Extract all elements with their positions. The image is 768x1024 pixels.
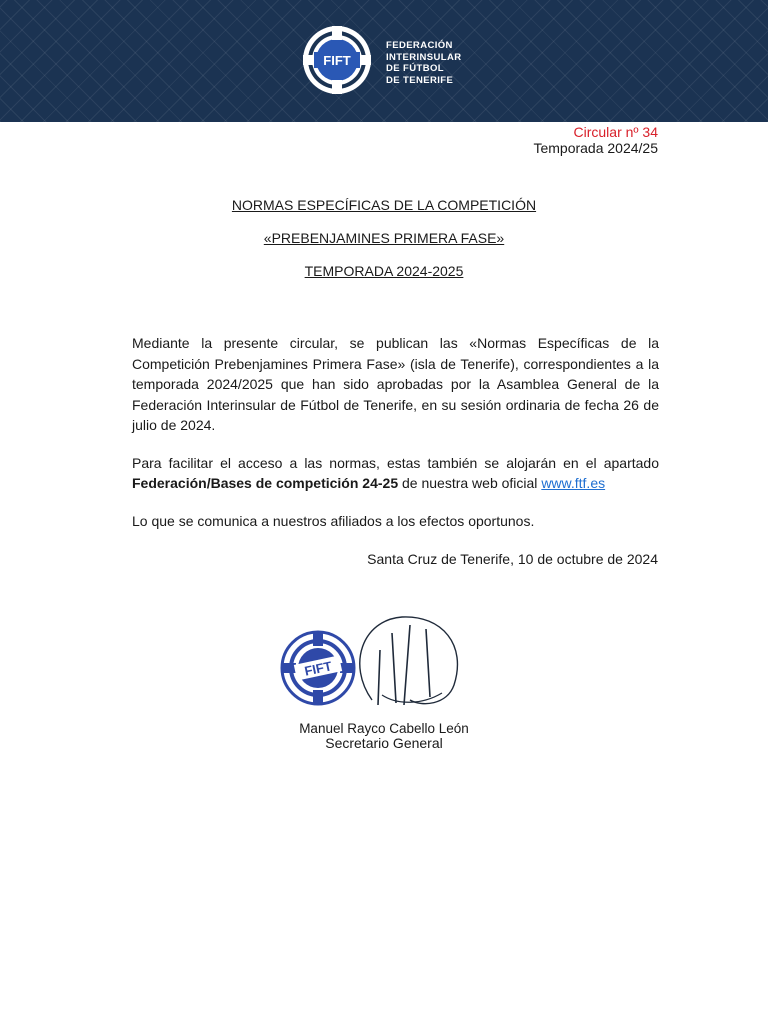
fift-logo — [301, 24, 373, 96]
org-name-line: DE FÚTBOL — [386, 63, 444, 74]
svg-text:FIFT: FIFT — [323, 53, 351, 68]
para2-text-after: de nuestra web oficial — [398, 475, 542, 491]
website-link[interactable]: www.ftf.es — [541, 475, 606, 491]
competition-bases-path: Federación/Bases de competición 24-25 — [132, 475, 399, 491]
para2-text-before: Para facilitar el acceso a las normas, estas también se alojarán en el apartado — [132, 454, 659, 471]
signatory — [0, 721, 768, 751]
signatory-role: Secretario General — [325, 735, 443, 751]
place-date: Santa Cruz de Tenerife, 10 de octubre de 2024 — [367, 551, 658, 567]
org-name-line: FEDERACIÓN — [386, 40, 453, 51]
circular-number: Circular nº 34 — [573, 124, 658, 140]
organization-name — [386, 40, 526, 86]
svg-text:FIFT: FIFT — [303, 658, 334, 679]
org-name-line: DE TENERIFE — [386, 74, 454, 86]
title-line-3: TEMPORADA 2024-2025 — [304, 263, 464, 279]
document-title — [0, 197, 768, 296]
body-paragraph-2 — [132, 453, 659, 494]
title-line-2: «PREBENJAMINES PRIMERA FASE» — [263, 230, 505, 246]
body-paragraph-3: Lo que se comunica a nuestros afiliados a los efectos oportunos. — [132, 512, 535, 529]
title-line-1: NORMAS ESPECÍFICAS DE LA COMPETICIÓN — [231, 197, 537, 213]
org-name-line: INTERINSULAR — [386, 51, 462, 63]
handwritten-signature — [342, 605, 472, 710]
circular-reference — [533, 124, 658, 156]
body-paragraph-1: Mediante la presente circular, se publican las «Normas Específicas de la Competición Prebenjamines Primera Fase» (isla de Tenerife), correspondientes a la temporada 2024/2025 que han sido aprobadas por la Asamblea General de la Federación Interinsular de Fútbol de Tenerife, en su sesión ordinaria de fecha 26 de julio de 2024. — [132, 335, 659, 433]
signatory-name: Manuel Rayco Cabello León — [299, 721, 469, 736]
season-label: Temporada 2024/25 — [533, 140, 658, 156]
document-body — [132, 333, 659, 548]
header-banner — [0, 0, 768, 122]
